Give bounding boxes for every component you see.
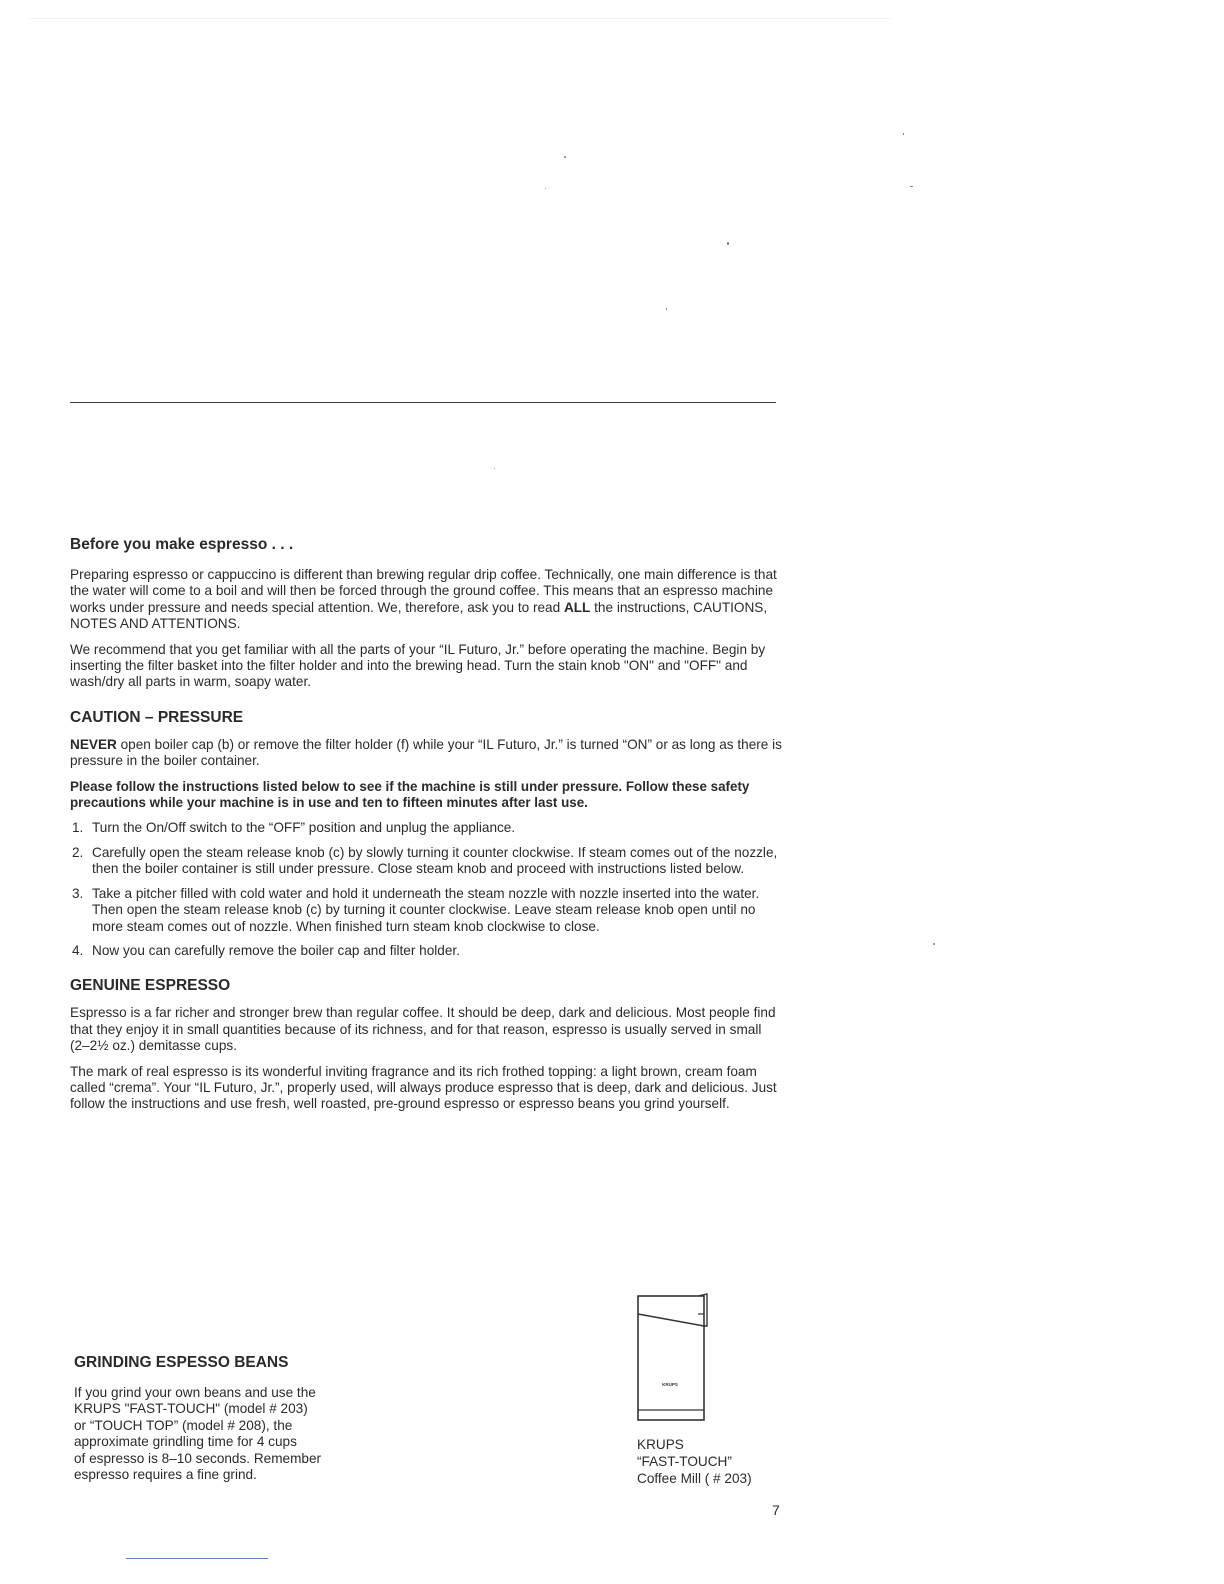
scan-speck xyxy=(545,188,546,189)
scan-speck xyxy=(666,308,667,310)
mill-lid-edge xyxy=(638,1314,704,1326)
mill-caption-line: KRUPS xyxy=(637,1437,684,1452)
intro-paragraph-1 xyxy=(70,567,782,633)
grinding-line: espresso requires a fine grind. xyxy=(74,1467,257,1483)
scan-speck xyxy=(564,156,566,158)
list-item xyxy=(70,845,782,878)
genuine-paragraph-1: Espresso is a far richer and stronger brew than regular coffee. It should be deep, dark and delicious. Most people find that they enjoy it in small quantities because of its richness, and for that reason, espresso is usually served in small (2–2½ oz.) demitasse cups. xyxy=(70,1005,776,1054)
caution-paragraph-2: Please follow the instructions listed below to see if the machine is still under pressure. Follow these safety precautions while your machine is in use and ten to fifteen minutes after last use. xyxy=(70,778,750,811)
intro-p1-text-b: the instructions, CAUTIONS, NOTES AND ATTENTIONS. xyxy=(70,599,768,632)
scan-speck xyxy=(910,186,913,187)
scan-speck xyxy=(727,242,729,245)
caution-never: NEVER xyxy=(70,736,117,752)
step-number: 1. xyxy=(72,820,84,836)
step-text: Carefully open the steam release knob (c) by slowly turning it counter clockwise. If steam comes out of the nozzle, then the boiler container is still under pressure. Close steam knob and proceed with instructions listed below. xyxy=(92,844,778,877)
step-number: 4. xyxy=(72,942,84,958)
grinding-heading: GRINDING ESPESSO BEANS xyxy=(74,1354,289,1371)
intro-p1-bold: ALL xyxy=(563,599,591,615)
grinding-line: of espresso is 8–10 seconds. Remember xyxy=(74,1450,322,1466)
coffee-mill-illustration xyxy=(636,1292,712,1428)
grinding-line: KRUPS "FAST-TOUCH" (model # 203) xyxy=(74,1401,308,1417)
scan-speck xyxy=(494,468,495,469)
list-item xyxy=(70,886,782,935)
mill-caption-line: Coffee Mill ( # 203) xyxy=(637,1471,752,1486)
page-number: 7 xyxy=(772,1502,780,1518)
step-text: Now you can carefully remove the boiler cap and filter holder. xyxy=(92,942,460,958)
caution-steps-list xyxy=(70,820,782,959)
mill-caption-line: “FAST-TOUCH” xyxy=(637,1454,732,1469)
caution-p1-text: open boiler cap (b) or remove the filter holder (f) while your “IL Futuro, Jr.” is turned “ON” or as long as there is pressure in the boiler container. xyxy=(70,736,782,769)
list-item xyxy=(70,943,782,959)
step-text: Take a pitcher filled with cold water and hold it underneath the steam nozzle with nozzle inserted into the water. Then open the steam release knob (c) by turning it counter clockwise. Leave steam release knob open until no more steam comes out of nozzle. When finished turn steam knob clockwise to close. xyxy=(92,885,760,934)
main-text-column xyxy=(70,536,782,1122)
horizontal-divider xyxy=(70,402,776,403)
intro-heading: Before you make espresso . . . xyxy=(70,536,294,553)
grinding-paragraph xyxy=(74,1385,394,1483)
genuine-heading: GENUINE ESPRESSO xyxy=(70,977,231,995)
genuine-paragraph-2: The mark of real espresso is its wonderful inviting fragrance and its rich frothed topping: a light brown, cream foam called “crema”. Your “IL Futuro, Jr.”, properly used, will always produce espresso that is deep, dark and delicious. Just follow the instructions and use fresh, well roasted, pre-ground espresso or espresso beans you grind yourself. xyxy=(70,1063,777,1112)
caution-heading: CAUTION – PRESSURE xyxy=(70,708,244,726)
grinding-line: If you grind your own beans and use the xyxy=(74,1385,316,1400)
grinding-section xyxy=(74,1354,394,1483)
caution-paragraph-1 xyxy=(70,737,782,770)
step-text: Turn the On/Off switch to the “OFF” position and unplug the appliance. xyxy=(92,820,516,836)
grinding-line: or “TOUCH TOP” (model # 208), the xyxy=(74,1417,293,1433)
list-item xyxy=(70,820,782,836)
step-number: 3. xyxy=(72,885,84,901)
grinding-line: approximate grindling time for 4 cups xyxy=(74,1434,297,1450)
mill-touch-button xyxy=(698,1294,707,1326)
intro-paragraph-2: We recommend that you get familiar with all the parts of your “IL Futuro, Jr.” before operating the machine. Begin by inserting the filter basket into the filter holder and into the brewing head. Turn the stain knob "ON" and "OFF" and wash/dry all parts in warm, soapy water. xyxy=(70,641,766,690)
scan-speck xyxy=(903,133,904,135)
scan-speck xyxy=(933,943,935,945)
step-number: 2. xyxy=(72,844,84,860)
scan-edge-line xyxy=(30,18,890,19)
mill-brand-mark: KRUPS xyxy=(662,1382,678,1387)
mill-caption xyxy=(637,1436,837,1487)
scan-edge-line xyxy=(126,1558,268,1559)
mill-body xyxy=(638,1296,704,1420)
intro-p1-text-a: Preparing espresso or cappuccino is different than brewing regular drip coffee. Technically, one main difference is that the water will come to a boil and will then be forced through the ground coffee. This means that an espresso machine works under pressure and needs special attention. We, therefore, ask you to read xyxy=(70,567,777,615)
